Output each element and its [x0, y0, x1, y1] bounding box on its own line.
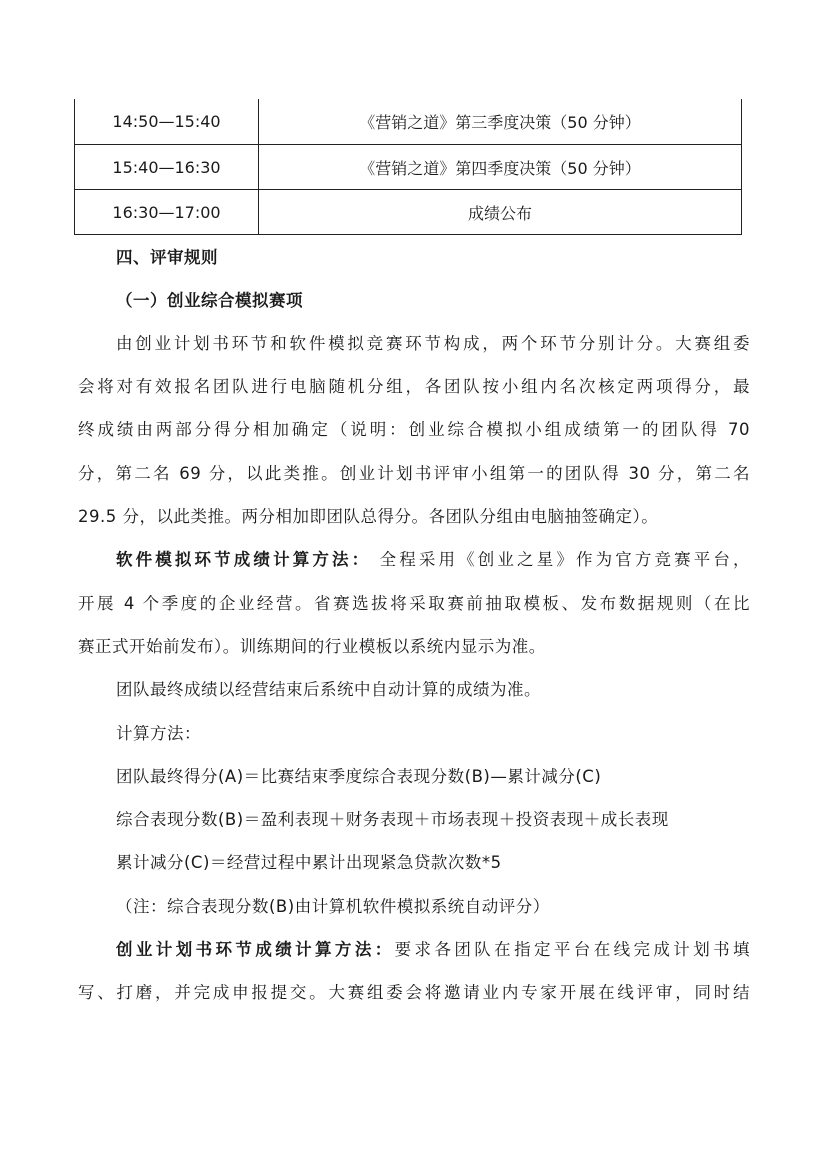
paragraph-text: 全程采用《创业之星》作为官方竞赛平台，	[379, 550, 751, 569]
paragraph-text: 要求各团队在指定平台在线完成计划书填	[394, 940, 751, 959]
table-row	[75, 99, 742, 145]
paragraph-line: 29.5 分，以此类推。两分相加即团队总得分。各团队分组由电脑抽签确定）。	[78, 507, 659, 526]
paragraph-label: 软件模拟环节成绩计算方法：	[116, 550, 372, 569]
schedule-table	[74, 99, 742, 235]
content-cell: 《营销之道》第四季度决策（50 分钟）	[259, 145, 742, 190]
paragraph-line: 终成绩由两部分得分相加确定（说明：创业综合模拟小组成绩第一的团队得 70	[78, 420, 750, 439]
formula-line: 累计减分(C)＝经营过程中累计出现紧急贷款次数*5	[116, 853, 502, 872]
paragraph-line: 计算方法：	[116, 724, 201, 743]
time-cell: 14:50—15:40	[75, 99, 259, 145]
paragraph-line: 开展 4 个季度的企业经营。省赛选拔将采取赛前抽取模板、发布数据规则（在比	[78, 594, 750, 613]
section-heading: 四、评审规则	[116, 248, 218, 267]
paragraph-line: 由创业计划书环节和软件模拟竞赛环节构成，两个环节分别计分。大赛组委	[116, 334, 750, 353]
paragraph-line: 赛正式开始前发布）。训练期间的行业模板以系统内显示为准。	[78, 637, 546, 656]
table-row	[75, 145, 742, 190]
note-line: （注：综合表现分数(B)由计算机软件模拟系统自动评分）	[116, 897, 550, 916]
paragraph-label: 创业计划书环节成绩计算方法：	[116, 940, 395, 959]
paragraph-line: 写、打磨，并完成申报提交。大赛组委会将邀请业内专家开展在线评审，同时结	[78, 983, 750, 1002]
time-cell: 16:30—17:00	[75, 190, 259, 235]
formula-line: 综合表现分数(B)＝盈利表现＋财务表现＋市场表现＋投资表现＋成长表现	[116, 810, 669, 829]
table-row	[75, 190, 742, 235]
paragraph-line: 团队最终成绩以经营结束后系统中自动计算的成绩为准。	[116, 680, 541, 699]
subsection-heading: （一）创业综合模拟赛项	[116, 291, 303, 310]
time-cell: 15:40—16:30	[75, 145, 259, 190]
paragraph-line: 会将对有效报名团队进行电脑随机分组，各团队按小组内名次核定两项得分，最	[78, 377, 750, 396]
paragraph-line	[116, 939, 750, 961]
content-cell: 《营销之道》第三季度决策（50 分钟）	[259, 99, 742, 145]
paragraph-line: 分，第二名 69 分，以此类推。创业计划书评审小组第一的团队得 30 分，第二名	[78, 464, 750, 483]
content-cell: 成绩公布	[259, 190, 742, 235]
formula-line: 团队最终得分(A)＝比赛结束季度综合表现分数(B)—累计减分(C)	[116, 767, 602, 786]
paragraph-line	[116, 549, 750, 571]
